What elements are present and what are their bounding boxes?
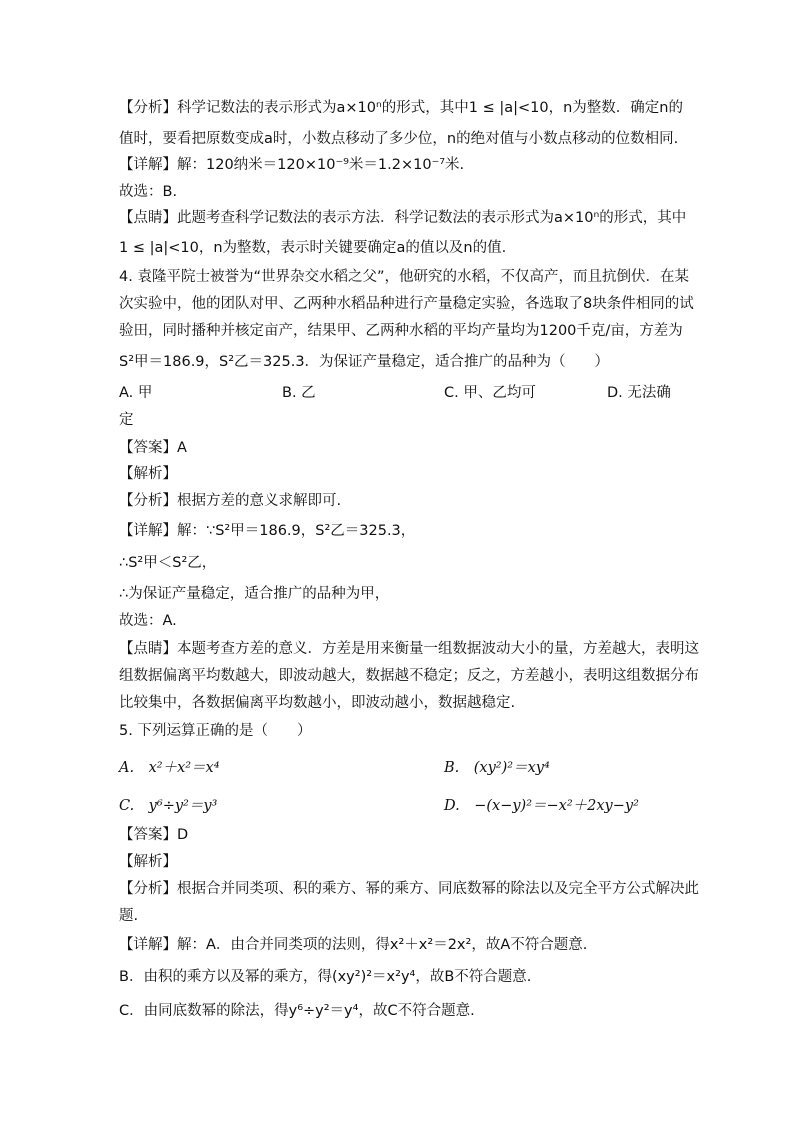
q4-option-d: D. 无法确 [607,385,671,401]
detail-line-1: 【详解】解：∵S²甲＝186.9，S²乙＝325.3， [119,523,416,539]
detail-line: 【详解】解：120纳米＝120×10⁻⁹米＝1.2×10⁻⁷米. [119,157,465,173]
question-4-line-1: 4. 袁隆平院士被誉为“世界杂交水稻之父”，他研究的水稻，不仅高产，而且抗倒伏．在某 [119,269,689,285]
q5-option-d: D. −(x−y)²＝−x²＋2xy−y² [444,798,639,814]
analysis-line-1: 【分析】科学记数法的表示形式为a×10ⁿ的形式，其中1 ≤ |a|<10，n为整数．确定n的 [119,100,683,116]
analysis-line-3: 【分析】根据合并同类项、积的乘方、幂的乘方、同底数幂的除法以及完全平方公式解决此 [119,881,699,897]
answer-label-2: 【答案】D [119,827,189,843]
q5-option-b: B. (xy²)²＝xy⁴ [444,760,550,776]
question-4-line-4: S²甲＝186.9，S²乙＝325.3．为保证产量稳定，适合推广的品种为（ ） [119,354,610,370]
analysis-line: 【分析】根据方差的意义求解即可. [119,493,342,509]
remark-line-2: 1 ≤ |a|<10，n为整数，表示时关键要确定a的值以及n的值. [119,240,507,256]
choice-line: 故选：B. [119,184,178,200]
question-4-line-2: 次实验中，他的团队对甲、乙两种水稻品种进行产量稳定实验，各选取了8块条件相同的试 [119,296,694,312]
q5-option-c: C. y⁶÷y²＝y³ [119,798,218,814]
detail-line-5: B．由积的乘方以及幂的乘方，得(xy²)²＝x²y⁴，故B不符合题意. [119,969,532,985]
remark-line-3: 【点睛】本题考查方差的意义．方差是用来衡量一组数据波动大小的量，方差越大，表明这 [119,641,699,657]
detail-line-6: C．由同底数幂的除法，得y⁶÷y²＝y⁴，故C不符合题意. [119,1003,475,1019]
detail-line-2: ∴S²甲＜S²乙， [119,555,217,571]
solution-label: 【解析】 [119,466,177,482]
solution-label-2: 【解析】 [119,854,177,870]
answer-label: 【答案】A [119,440,187,456]
remark-line-1: 【点睛】此题考查科学记数法的表示方法．科学记数法的表示形式为a×10ⁿ的形式，其中 [119,210,687,226]
detail-line-4: 【详解】解：A．由合并同类项的法则，得x²＋x²＝2x²，故A不符合题意. [119,937,588,953]
q4-option-d-wrap: 定 [119,412,134,428]
question-4-line-3: 验田，同时播种并核定亩产，结果甲、乙两种水稻的平均产量均为1200千克/亩，方差为 [119,323,683,339]
remark-line-4: 组数据偏离平均数越大，即波动越大，数据越不稳定；反之，方差越小，表明这组数据分布 [119,668,699,684]
q5-option-a: A. x²＋x²＝x⁴ [119,760,220,776]
question-5-line: 5. 下列运算正确的是（ ） [119,723,312,739]
remark-line-5: 比较集中，各数据偏离平均数越小，即波动越小，数据越稳定. [119,695,516,711]
analysis-line-4: 题. [119,908,139,924]
q4-option-b: B. 乙 [282,385,316,401]
analysis-line-2: 值时，要看把原数变成a时，小数点移动了多少位，n的绝对值与小数点移动的位数相同. [119,131,679,147]
q4-option-a: A. 甲 [119,385,153,401]
choice-line-2: 故选：A. [119,613,177,629]
detail-line-3: ∴为保证产量稳定，适合推广的品种为甲， [119,586,390,602]
q4-option-c: C. 甲、乙均可 [444,385,536,401]
